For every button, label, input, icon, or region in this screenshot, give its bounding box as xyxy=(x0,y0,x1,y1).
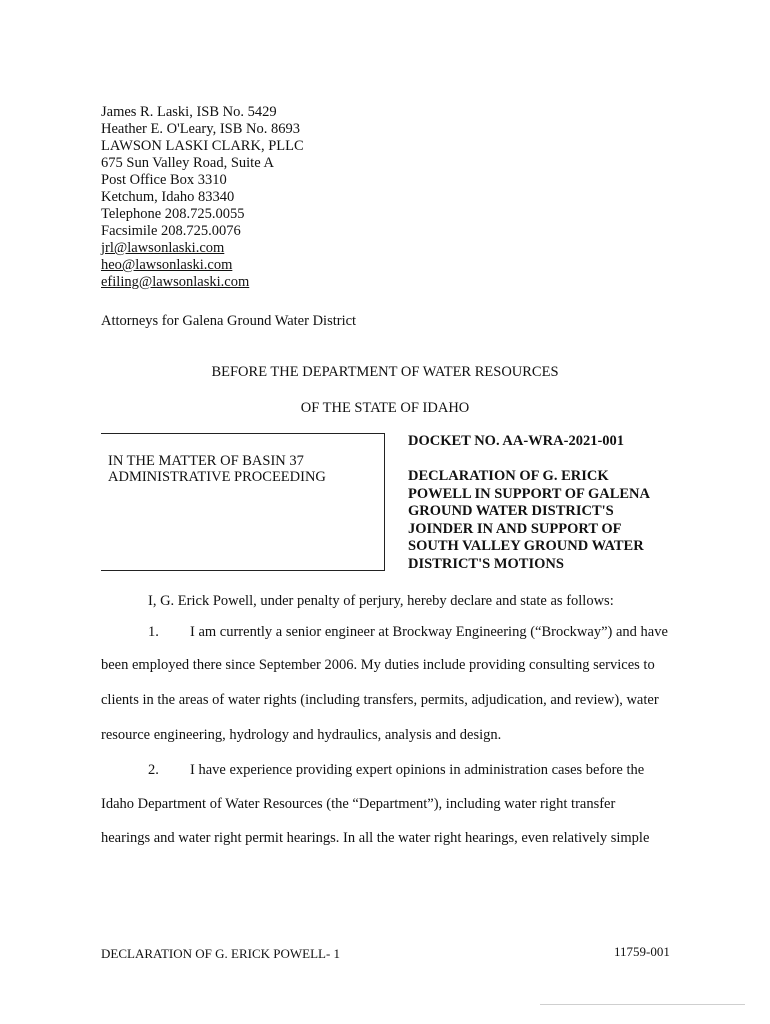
firm-facsimile: Facsimile 208.725.0076 xyxy=(101,223,241,239)
paragraph-2-line: hearings and water right permit hearings. In all the water right hearings, even relatively simple xyxy=(101,830,650,846)
firm-po-box: Post Office Box 3310 xyxy=(101,172,227,188)
declaration-title-line: POWELL IN SUPPORT OF GALENA xyxy=(408,485,650,502)
tribunal-state: OF THE STATE OF IDAHO xyxy=(300,400,470,416)
footer-title: DECLARATION OF G. ERICK POWELL- 1 xyxy=(101,946,341,961)
email-link-heo[interactable]: heo@lawsonlaski.com xyxy=(101,257,233,273)
email-link-efiling[interactable]: efiling@lawsonlaski.com xyxy=(101,274,250,290)
declaration-title xyxy=(408,468,688,573)
firm-city-state: Ketchum, Idaho 83340 xyxy=(101,189,235,205)
paragraph-1-line: clients in the areas of water rights (including transfers, permits, adjudication, and review), water xyxy=(101,692,659,708)
firm-telephone: Telephone 208.725.0055 xyxy=(101,206,245,222)
paragraph-number: 2. xyxy=(148,762,159,778)
matter-caption-line: ADMINISTRATIVE PROCEEDING xyxy=(108,469,326,485)
docket-number: DOCKET NO. AA-WRA-2021-001 xyxy=(408,433,625,449)
email-link-jrl[interactable]: jrl@lawsonlaski.com xyxy=(101,240,225,256)
paragraph-number: 1. xyxy=(148,624,159,640)
matter-caption-line: IN THE MATTER OF BASIN 37 xyxy=(108,453,304,469)
attorney-header xyxy=(101,104,431,291)
attorney-name-laski: James R. Laski, ISB No. 5429 xyxy=(101,104,277,120)
scan-edge-line xyxy=(540,1004,745,1005)
firm-street-address: 675 Sun Valley Road, Suite A xyxy=(101,155,274,171)
paragraph-1-line: I am currently a senior engineer at Brockway Engineering (“Brockway”) and have xyxy=(190,624,668,640)
declaration-title-line: DECLARATION OF G. ERICK xyxy=(408,468,609,484)
attorney-name-oleary: Heather E. O'Leary, ISB No. 8693 xyxy=(101,121,300,137)
attorneys-for-line: Attorneys for Galena Ground Water District xyxy=(101,313,357,329)
paragraph-1-line: resource engineering, hydrology and hydraulics, analysis and design. xyxy=(101,727,502,743)
tribunal-title: BEFORE THE DEPARTMENT OF WATER RESOURCES xyxy=(211,364,559,380)
firm-name: LAWSON LASKI CLARK, PLLC xyxy=(101,138,304,154)
matter-caption xyxy=(108,453,326,485)
footer-file-number: 11759-001 xyxy=(614,944,670,959)
declaration-title-line: JOINDER IN AND SUPPORT OF xyxy=(408,520,622,537)
paragraph-2-line: Idaho Department of Water Resources (the “Department”), including water right transfer xyxy=(101,796,616,812)
paragraph-2-line: I have experience providing expert opinions in administration cases before the xyxy=(190,762,645,778)
declaration-intro: I, G. Erick Powell, under penalty of perjury, hereby declare and state as follows: xyxy=(148,593,614,609)
declaration-title-line: SOUTH VALLEY GROUND WATER xyxy=(408,538,644,554)
case-caption-box xyxy=(101,433,385,571)
declaration-title-line: GROUND WATER DISTRICT'S xyxy=(408,503,614,519)
declaration-title-line: DISTRICT'S MOTIONS xyxy=(408,555,564,572)
paragraph-1-line: been employed there since September 2006. My duties include providing consulting services to xyxy=(101,657,655,673)
